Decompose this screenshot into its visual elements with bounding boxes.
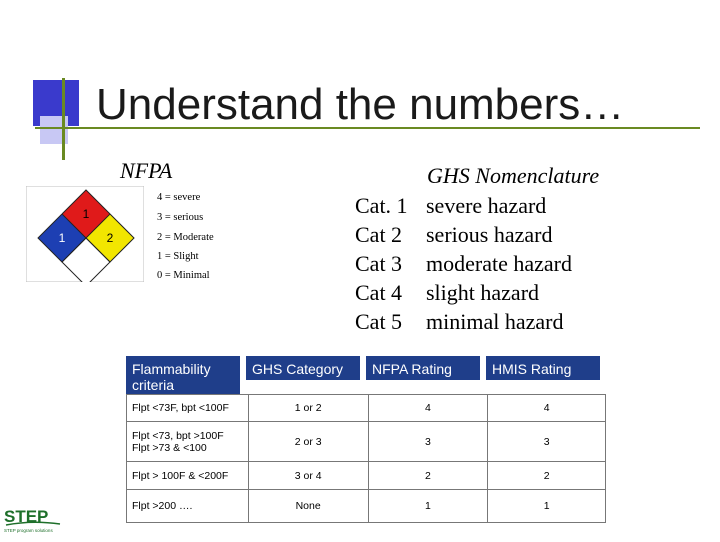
nfpa-diamond bbox=[26, 186, 144, 282]
table-cell-nfpa: 1 bbox=[368, 490, 488, 523]
table-cell-criteria: Flpt >200 …. bbox=[127, 490, 249, 523]
table-cell-criteria bbox=[127, 422, 249, 462]
table-cell-ghs: 3 or 4 bbox=[248, 462, 368, 490]
step-logo-tagline: STEP program solutions bbox=[4, 528, 53, 533]
table-row bbox=[127, 462, 606, 490]
nfpa-legend-item: 3 = serious bbox=[157, 212, 204, 223]
table-header-ghs: GHS Category bbox=[246, 356, 360, 380]
ghs-category-label: Cat 2 bbox=[355, 222, 403, 247]
ghs-category-label: Cat. 1 bbox=[355, 193, 408, 218]
table-cell-ghs: 2 or 3 bbox=[248, 422, 368, 462]
table-row bbox=[127, 490, 606, 523]
flammability-table bbox=[126, 394, 606, 523]
table-header-criteria: Flammability criteria bbox=[126, 356, 240, 394]
table-cell-hmis: 1 bbox=[488, 490, 606, 523]
page-title: Understand the numbers… bbox=[96, 80, 625, 129]
table-cell-hmis: 3 bbox=[488, 422, 606, 462]
table-header-nfpa: NFPA Rating bbox=[366, 356, 480, 380]
ghs-category-description: minimal hazard bbox=[426, 309, 564, 334]
table-cell-hmis: 2 bbox=[488, 462, 606, 490]
title-vertical-rule bbox=[62, 78, 65, 160]
step-logo bbox=[2, 505, 66, 537]
table-cell-criteria: Flpt > 100F & <200F bbox=[127, 462, 249, 490]
nfpa-legend-item: 2 = Moderate bbox=[157, 232, 214, 243]
table-cell-ghs: 1 or 2 bbox=[248, 395, 368, 422]
nfpa-legend-item: 1 = Slight bbox=[157, 251, 199, 262]
ghs-category-description: moderate hazard bbox=[426, 251, 572, 276]
table-row bbox=[127, 422, 606, 462]
table-cell-nfpa: 3 bbox=[368, 422, 488, 462]
ghs-category-description: slight hazard bbox=[426, 280, 540, 305]
nfpa-flammability-value: 1 bbox=[82, 207, 90, 221]
table-header-hmis: HMIS Rating bbox=[486, 356, 600, 380]
nfpa-legend-item: 4 = severe bbox=[157, 192, 201, 203]
ghs-category-label: Cat 4 bbox=[355, 280, 403, 305]
table-cell-nfpa: 2 bbox=[368, 462, 488, 490]
step-logo-text: STEP bbox=[4, 507, 49, 526]
step-logo-graphic bbox=[2, 505, 66, 537]
nfpa-legend-item: 0 = Minimal bbox=[157, 270, 210, 281]
nfpa-health-value: 1 bbox=[58, 231, 66, 245]
ghs-heading: GHS Nomenclature bbox=[427, 163, 600, 188]
ghs-category-description: serious hazard bbox=[426, 222, 553, 247]
table-cell-criteria-line: Flpt >73 & <100 bbox=[132, 441, 207, 454]
table-cell-ghs: None bbox=[248, 490, 368, 523]
ghs-category-label: Cat 5 bbox=[355, 309, 403, 334]
nfpa-instability-value: 2 bbox=[106, 231, 114, 245]
table-cell-hmis: 4 bbox=[488, 395, 606, 422]
ghs-category-label: Cat 3 bbox=[355, 251, 403, 276]
table-cell-criteria-line: Flpt <73, bpt >100F bbox=[132, 429, 224, 442]
table-row bbox=[127, 395, 606, 422]
nfpa-heading: NFPA bbox=[120, 158, 173, 183]
table-cell-nfpa: 4 bbox=[368, 395, 488, 422]
nfpa-diamond-graphic bbox=[26, 186, 144, 282]
ghs-category-description: severe hazard bbox=[426, 193, 547, 218]
table-cell-criteria: Flpt <73F, bpt <100F bbox=[127, 395, 249, 422]
